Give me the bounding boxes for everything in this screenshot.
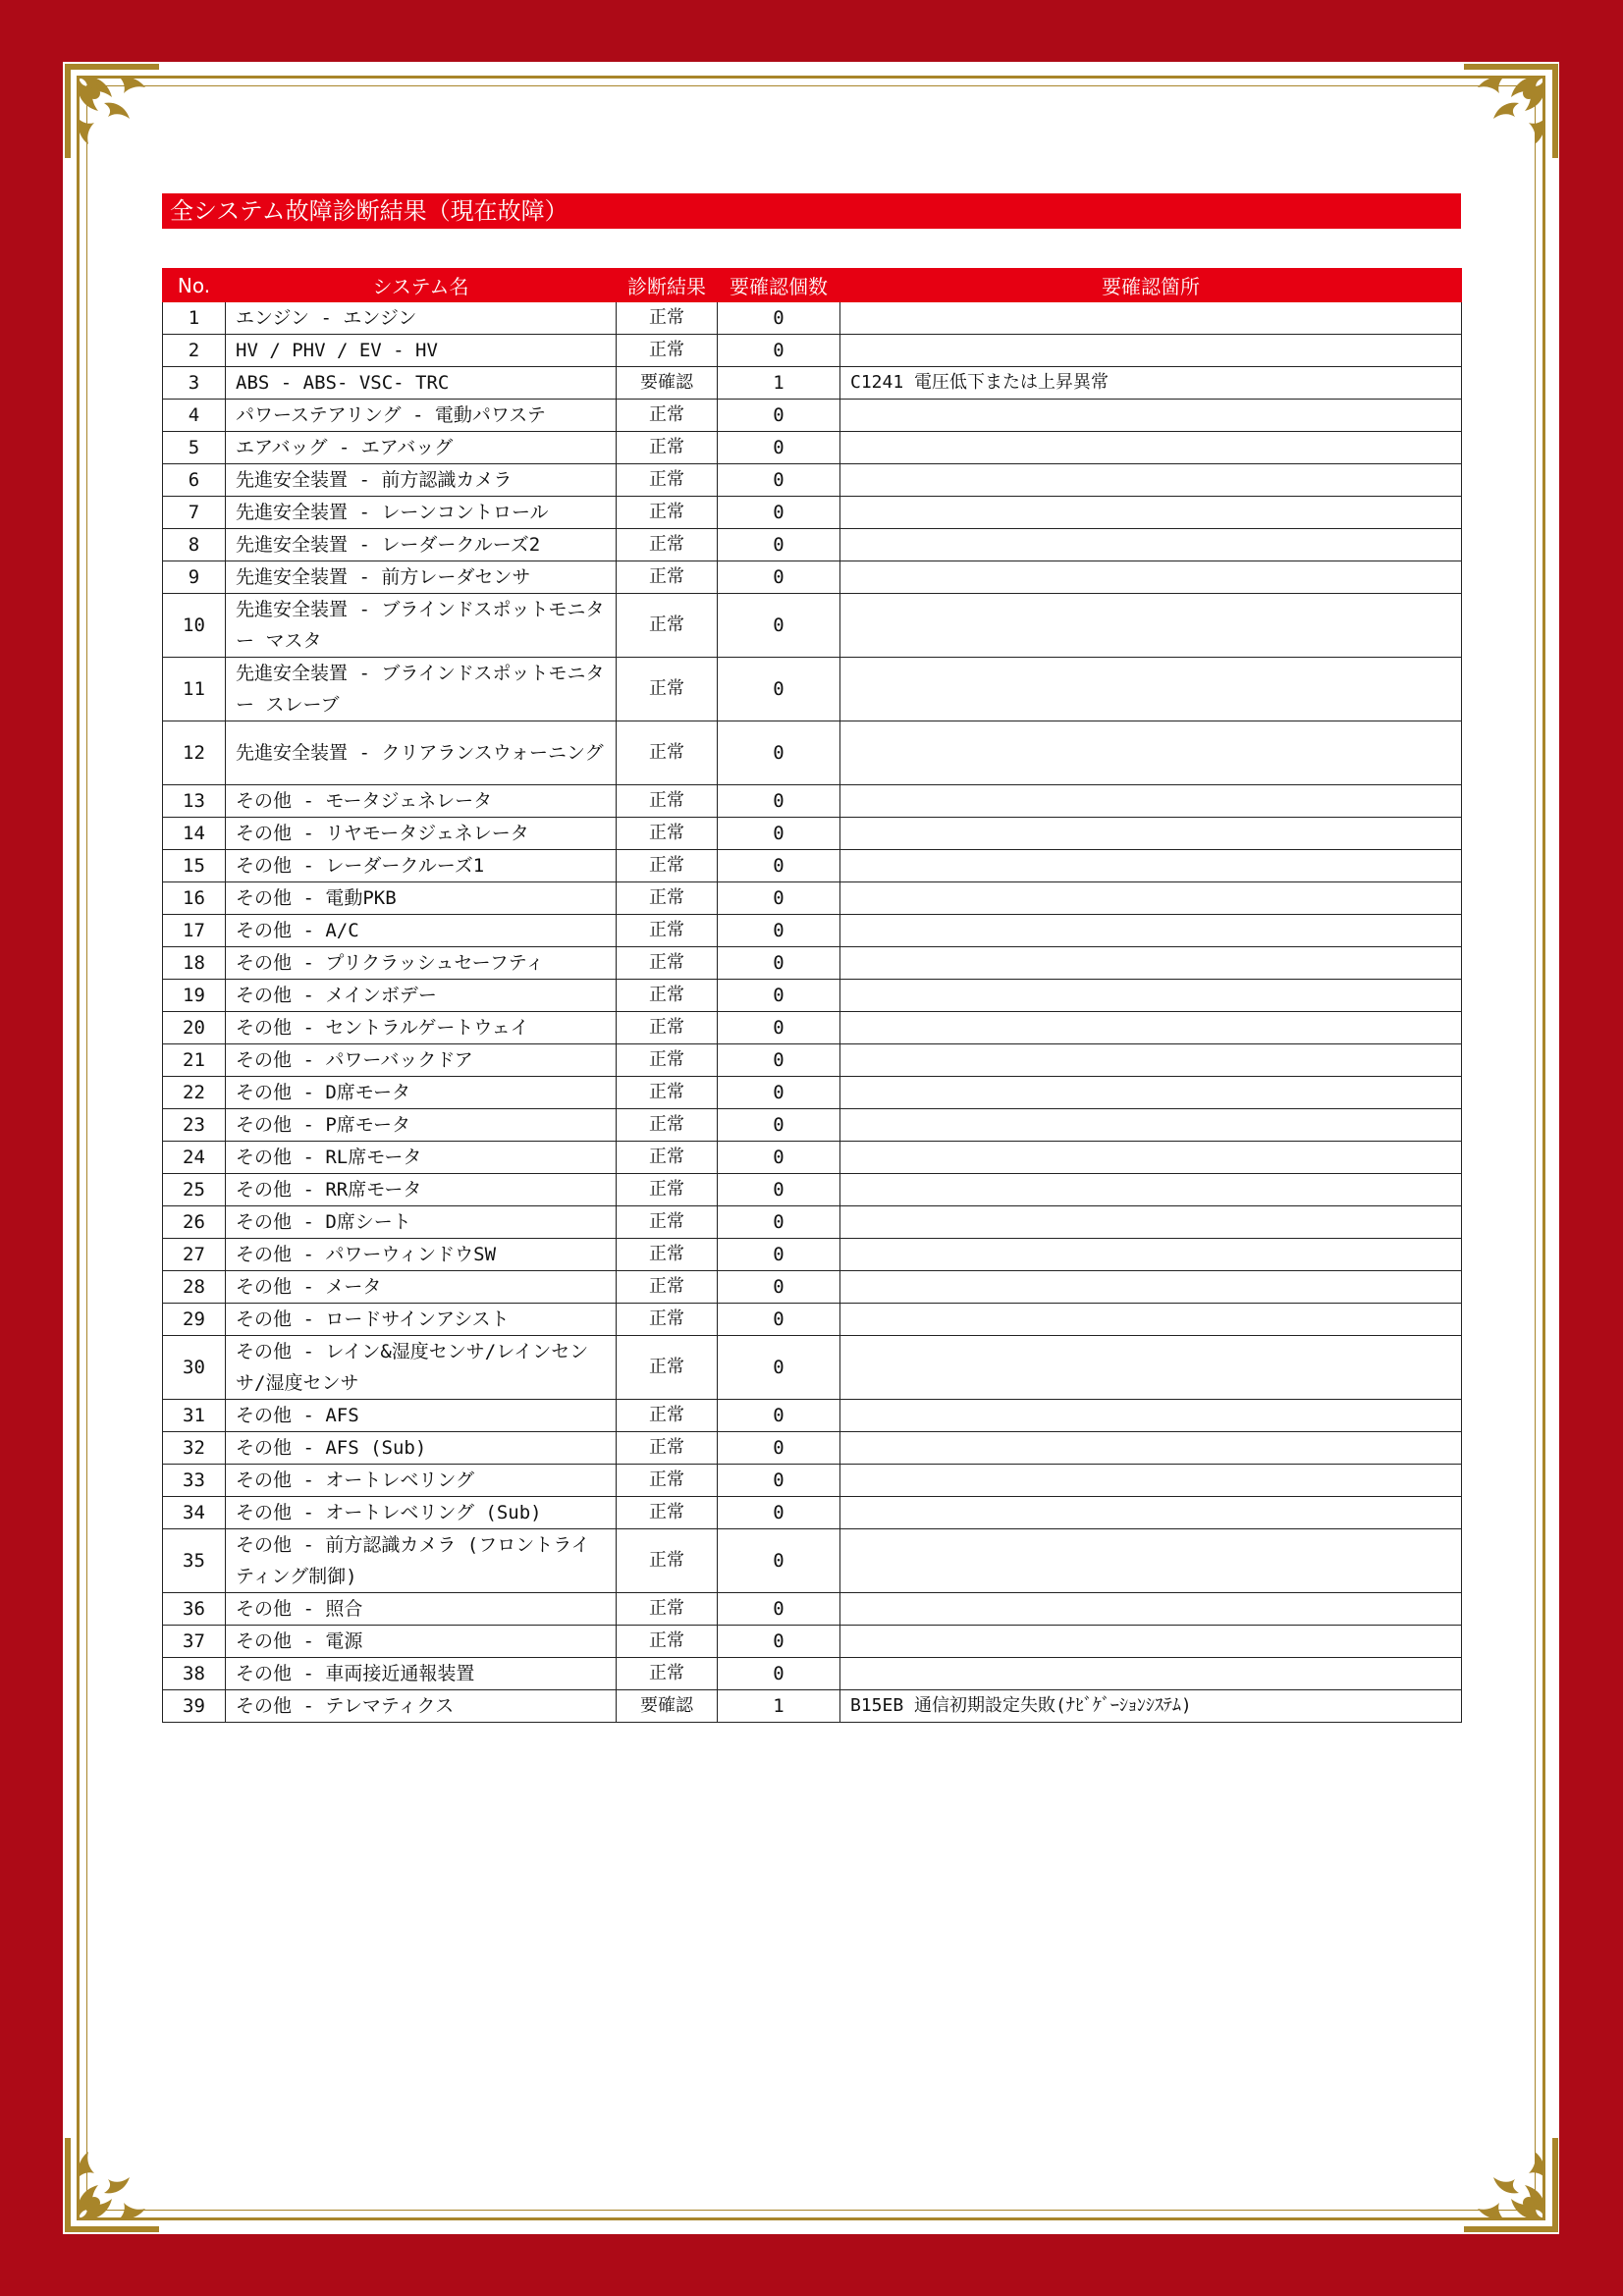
row-result: 正常: [617, 1077, 718, 1109]
row-count: 0: [718, 1626, 840, 1658]
row-count: 0: [718, 302, 840, 335]
row-system-name: その他 - パワーウィンドウSW: [226, 1239, 617, 1271]
row-location: [840, 1142, 1462, 1174]
row-location: [840, 785, 1462, 818]
row-location: [840, 1400, 1462, 1432]
row-result: 正常: [617, 721, 718, 785]
row-location: [840, 464, 1462, 497]
row-count: 0: [718, 1497, 840, 1529]
table-row: [163, 1690, 1462, 1723]
row-location: [840, 882, 1462, 915]
row-location: [840, 1077, 1462, 1109]
row-result: 正常: [617, 335, 718, 367]
row-location: [840, 1626, 1462, 1658]
row-count: 0: [718, 1658, 840, 1690]
table-row: [163, 1658, 1462, 1690]
row-location: [840, 594, 1462, 658]
table-row: [163, 497, 1462, 529]
row-no: 13: [163, 785, 226, 818]
row-location: [840, 561, 1462, 594]
row-count: 0: [718, 1336, 840, 1400]
row-location: [840, 1109, 1462, 1142]
row-system-name: その他 - パワーバックドア: [226, 1044, 617, 1077]
header-no: No.: [163, 269, 226, 302]
row-no: 9: [163, 561, 226, 594]
row-no: 10: [163, 594, 226, 658]
row-no: 32: [163, 1432, 226, 1465]
row-no: 17: [163, 915, 226, 947]
row-no: 16: [163, 882, 226, 915]
row-result: 要確認: [617, 367, 718, 400]
row-count: 0: [718, 1109, 840, 1142]
row-no: 33: [163, 1465, 226, 1497]
corner-ornament-icon: [65, 2138, 159, 2232]
row-system-name: 先進安全装置 - 前方レーダセンサ: [226, 561, 617, 594]
row-system-name: その他 - テレマティクス: [226, 1690, 617, 1723]
row-no: 28: [163, 1271, 226, 1304]
row-no: 29: [163, 1304, 226, 1336]
row-result: 正常: [617, 1432, 718, 1465]
table-row: [163, 1626, 1462, 1658]
row-no: 38: [163, 1658, 226, 1690]
row-count: 0: [718, 882, 840, 915]
row-system-name: 先進安全装置 - ブラインドスポットモニター マスタ: [226, 594, 617, 658]
row-count: 0: [718, 1174, 840, 1206]
row-location: [840, 1432, 1462, 1465]
row-result: 正常: [617, 818, 718, 850]
row-location: [840, 1271, 1462, 1304]
row-result: 正常: [617, 432, 718, 464]
corner-ornament-icon: [1464, 64, 1558, 158]
row-no: 15: [163, 850, 226, 882]
table-row: [163, 818, 1462, 850]
row-location: [840, 1593, 1462, 1626]
table-row: [163, 1206, 1462, 1239]
row-location: [840, 1239, 1462, 1271]
row-location: [840, 1206, 1462, 1239]
row-location: [840, 1465, 1462, 1497]
row-location: [840, 1044, 1462, 1077]
row-system-name: その他 - メータ: [226, 1271, 617, 1304]
row-result: 正常: [617, 464, 718, 497]
table-row: [163, 1012, 1462, 1044]
row-result: 正常: [617, 1206, 718, 1239]
row-location: [840, 850, 1462, 882]
row-no: 18: [163, 947, 226, 980]
row-no: 25: [163, 1174, 226, 1206]
table-row: [163, 1529, 1462, 1593]
row-count: 0: [718, 400, 840, 432]
row-no: 4: [163, 400, 226, 432]
row-location: [840, 721, 1462, 785]
row-no: 2: [163, 335, 226, 367]
row-no: 6: [163, 464, 226, 497]
row-system-name: 先進安全装置 - 前方認識カメラ: [226, 464, 617, 497]
row-system-name: その他 - メインボデー: [226, 980, 617, 1012]
row-location: [840, 432, 1462, 464]
row-location: [840, 915, 1462, 947]
table-row: [163, 1174, 1462, 1206]
row-location: [840, 302, 1462, 335]
row-system-name: その他 - AFS: [226, 1400, 617, 1432]
table-row: [163, 882, 1462, 915]
row-system-name: 先進安全装置 - クリアランスウォーニング: [226, 721, 617, 785]
table-row: [163, 1044, 1462, 1077]
header-count: 要確認個数: [718, 269, 840, 302]
row-count: 0: [718, 1239, 840, 1271]
table-row: [163, 432, 1462, 464]
table-row: [163, 850, 1462, 882]
table-row: [163, 1593, 1462, 1626]
row-no: 14: [163, 818, 226, 850]
row-system-name: その他 - RL席モータ: [226, 1142, 617, 1174]
row-count: 0: [718, 1142, 840, 1174]
table-row: [163, 400, 1462, 432]
table-row: [163, 1497, 1462, 1529]
table-row: [163, 1465, 1462, 1497]
corner-ornament-icon: [1464, 2138, 1558, 2232]
row-system-name: その他 - レイン&湿度センサ/レインセンサ/湿度センサ: [226, 1336, 617, 1400]
row-count: 0: [718, 785, 840, 818]
row-system-name: その他 - RR席モータ: [226, 1174, 617, 1206]
row-count: 0: [718, 497, 840, 529]
row-result: 正常: [617, 1304, 718, 1336]
table-row: [163, 1109, 1462, 1142]
row-system-name: その他 - A/C: [226, 915, 617, 947]
row-no: 11: [163, 658, 226, 721]
row-result: 正常: [617, 882, 718, 915]
table-row: [163, 947, 1462, 980]
row-system-name: 先進安全装置 - レーダークルーズ2: [226, 529, 617, 561]
row-count: 0: [718, 980, 840, 1012]
row-result: 正常: [617, 947, 718, 980]
row-no: 35: [163, 1529, 226, 1593]
row-location: [840, 1174, 1462, 1206]
table-row: [163, 529, 1462, 561]
row-count: 0: [718, 947, 840, 980]
row-count: 0: [718, 1432, 840, 1465]
table-row: [163, 1142, 1462, 1174]
row-system-name: その他 - D席モータ: [226, 1077, 617, 1109]
row-system-name: その他 - オートレベリング: [226, 1465, 617, 1497]
row-location: [840, 400, 1462, 432]
row-system-name: エンジン - エンジン: [226, 302, 617, 335]
table-row: [163, 1271, 1462, 1304]
row-count: 0: [718, 1077, 840, 1109]
row-result: 正常: [617, 1044, 718, 1077]
row-result: 正常: [617, 400, 718, 432]
row-no: 34: [163, 1497, 226, 1529]
row-result: 正常: [617, 1109, 718, 1142]
row-count: 0: [718, 1271, 840, 1304]
row-count: 0: [718, 594, 840, 658]
row-system-name: その他 - 電動PKB: [226, 882, 617, 915]
row-no: 3: [163, 367, 226, 400]
row-result: 正常: [617, 1142, 718, 1174]
row-system-name: その他 - リヤモータジェネレータ: [226, 818, 617, 850]
row-no: 19: [163, 980, 226, 1012]
row-system-name: その他 - AFS (Sub): [226, 1432, 617, 1465]
row-result: 正常: [617, 302, 718, 335]
row-system-name: その他 - ロードサインアシスト: [226, 1304, 617, 1336]
row-count: 0: [718, 1012, 840, 1044]
row-result: 正常: [617, 1239, 718, 1271]
row-no: 31: [163, 1400, 226, 1432]
row-no: 22: [163, 1077, 226, 1109]
row-result: 正常: [617, 1529, 718, 1593]
row-no: 5: [163, 432, 226, 464]
row-count: 0: [718, 464, 840, 497]
row-system-name: HV / PHV / EV - HV: [226, 335, 617, 367]
row-system-name: その他 - プリクラッシュセーフティ: [226, 947, 617, 980]
table-row: [163, 302, 1462, 335]
row-location: [840, 1012, 1462, 1044]
row-no: 21: [163, 1044, 226, 1077]
row-count: 0: [718, 658, 840, 721]
row-count: 0: [718, 1593, 840, 1626]
row-count: 1: [718, 367, 840, 400]
row-count: 0: [718, 1206, 840, 1239]
row-count: 0: [718, 529, 840, 561]
table-row: [163, 367, 1462, 400]
row-count: 1: [718, 1690, 840, 1723]
row-no: 12: [163, 721, 226, 785]
row-location: [840, 1304, 1462, 1336]
row-no: 39: [163, 1690, 226, 1723]
row-system-name: その他 - 照合: [226, 1593, 617, 1626]
row-result: 正常: [617, 850, 718, 882]
header-system-name: システム名: [226, 269, 617, 302]
row-system-name: その他 - オートレベリング (Sub): [226, 1497, 617, 1529]
row-result: 正常: [617, 529, 718, 561]
row-count: 0: [718, 1304, 840, 1336]
row-system-name: その他 - 前方認識カメラ (フロントライティング制御): [226, 1529, 617, 1593]
row-result: 正常: [617, 1012, 718, 1044]
row-system-name: その他 - 車両接近通報装置: [226, 1658, 617, 1690]
row-count: 0: [718, 1465, 840, 1497]
table-row: [163, 658, 1462, 721]
row-result: 正常: [617, 1497, 718, 1529]
row-count: 0: [718, 561, 840, 594]
row-result: 正常: [617, 497, 718, 529]
row-system-name: その他 - セントラルゲートウェイ: [226, 1012, 617, 1044]
row-result: 正常: [617, 561, 718, 594]
row-result: 正常: [617, 785, 718, 818]
row-no: 26: [163, 1206, 226, 1239]
table-row: [163, 1400, 1462, 1432]
table-row: [163, 1304, 1462, 1336]
row-location: [840, 658, 1462, 721]
row-location: B15EB 通信初期設定失敗(ﾅﾋﾞｹﾞｰｼｮﾝｼｽﾃﾑ): [840, 1690, 1462, 1723]
row-no: 8: [163, 529, 226, 561]
row-no: 1: [163, 302, 226, 335]
row-location: [840, 1497, 1462, 1529]
row-location: C1241 電圧低下または上昇異常: [840, 367, 1462, 400]
row-location: [840, 980, 1462, 1012]
table-row: [163, 1077, 1462, 1109]
row-no: 7: [163, 497, 226, 529]
table-row: [163, 561, 1462, 594]
row-system-name: 先進安全装置 - ブラインドスポットモニター スレーブ: [226, 658, 617, 721]
row-count: 0: [718, 915, 840, 947]
row-location: [840, 497, 1462, 529]
row-no: 24: [163, 1142, 226, 1174]
row-result: 正常: [617, 1336, 718, 1400]
row-location: [840, 1658, 1462, 1690]
table-row: [163, 721, 1462, 785]
row-system-name: パワーステアリング - 電動パワステ: [226, 400, 617, 432]
table-row: [163, 1336, 1462, 1400]
row-no: 36: [163, 1593, 226, 1626]
row-no: 20: [163, 1012, 226, 1044]
row-result: 正常: [617, 915, 718, 947]
table-row: [163, 1432, 1462, 1465]
row-count: 0: [718, 1400, 840, 1432]
row-count: 0: [718, 818, 840, 850]
row-system-name: その他 - モータジェネレータ: [226, 785, 617, 818]
corner-ornament-icon: [65, 64, 159, 158]
row-count: 0: [718, 335, 840, 367]
row-count: 0: [718, 850, 840, 882]
row-result: 正常: [617, 1465, 718, 1497]
row-location: [840, 818, 1462, 850]
row-count: 0: [718, 1529, 840, 1593]
row-result: 正常: [617, 1400, 718, 1432]
row-system-name: ABS - ABS- VSC- TRC: [226, 367, 617, 400]
table-row: [163, 335, 1462, 367]
row-no: 30: [163, 1336, 226, 1400]
row-location: [840, 335, 1462, 367]
row-no: 23: [163, 1109, 226, 1142]
row-no: 37: [163, 1626, 226, 1658]
row-system-name: その他 - D席シート: [226, 1206, 617, 1239]
row-count: 0: [718, 1044, 840, 1077]
row-count: 0: [718, 432, 840, 464]
row-result: 正常: [617, 1271, 718, 1304]
row-result: 正常: [617, 980, 718, 1012]
table-row: [163, 1239, 1462, 1271]
row-result: 正常: [617, 1626, 718, 1658]
row-result: 正常: [617, 1174, 718, 1206]
row-location: [840, 1336, 1462, 1400]
row-location: [840, 1529, 1462, 1593]
table-row: [163, 980, 1462, 1012]
diagnosis-table: [162, 268, 1462, 1723]
table-row: [163, 464, 1462, 497]
header-location: 要確認箇所: [840, 269, 1462, 302]
page-title: 全システム故障診断結果（現在故障）: [162, 193, 1461, 229]
row-system-name: 先進安全装置 - レーンコントロール: [226, 497, 617, 529]
row-location: [840, 947, 1462, 980]
row-count: 0: [718, 721, 840, 785]
row-no: 27: [163, 1239, 226, 1271]
table-header-row: [163, 269, 1462, 302]
row-result: 正常: [617, 1658, 718, 1690]
row-result: 正常: [617, 658, 718, 721]
row-result: 正常: [617, 1593, 718, 1626]
table-row: [163, 594, 1462, 658]
row-system-name: その他 - 電源: [226, 1626, 617, 1658]
row-system-name: エアバッグ - エアバッグ: [226, 432, 617, 464]
table-row: [163, 785, 1462, 818]
table-row: [163, 915, 1462, 947]
row-system-name: その他 - レーダークルーズ1: [226, 850, 617, 882]
header-result: 診断結果: [617, 269, 718, 302]
row-result: 要確認: [617, 1690, 718, 1723]
row-system-name: その他 - P席モータ: [226, 1109, 617, 1142]
row-result: 正常: [617, 594, 718, 658]
row-location: [840, 529, 1462, 561]
